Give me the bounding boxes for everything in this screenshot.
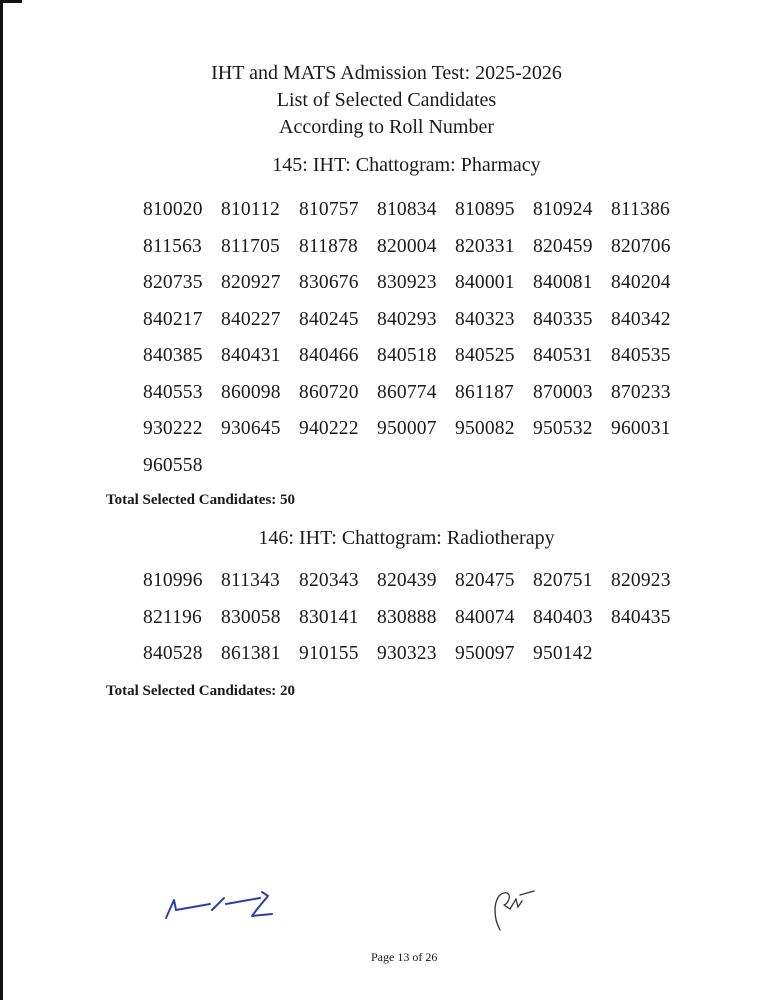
roll-number: 930222 (143, 418, 203, 439)
roll-number: 840081 (533, 272, 593, 293)
roll-number: 820331 (455, 235, 515, 257)
roll-number: 950082 (455, 418, 515, 439)
roll-number: 840323 (455, 308, 515, 330)
roll-number: 840535 (611, 345, 671, 366)
document-title: IHT and MATS Admission Test: 2025-2026 (211, 62, 562, 84)
document-header (0, 60, 773, 141)
roll-number: 820735 (143, 272, 203, 293)
roll-number: 950532 (533, 418, 593, 439)
roll-number: 840531 (533, 345, 593, 366)
roll-number: 811705 (221, 235, 280, 257)
roll-number: 820927 (221, 272, 281, 293)
roll-number: 810996 (143, 570, 203, 591)
roll-number: 840245 (299, 308, 359, 330)
roll-number: 811563 (143, 235, 202, 257)
roll-number: 950142 (533, 643, 593, 664)
roll-number: 811343 (221, 570, 280, 591)
roll-number: 960558 (143, 454, 203, 476)
roll-number: 840525 (455, 345, 515, 366)
roll-number: 820475 (455, 570, 515, 591)
roll-number: 930645 (221, 418, 281, 439)
total-pharmacy: Total Selected Candidates: 50 (106, 492, 296, 508)
roll-number: 860098 (221, 381, 281, 403)
roll-number: 840518 (377, 345, 437, 366)
roll-number: 940222 (299, 418, 359, 439)
roll-number: 810895 (455, 199, 515, 220)
roll-number: 810834 (377, 199, 437, 220)
roll-number: 840204 (611, 272, 671, 293)
roll-number: 840342 (611, 308, 671, 330)
roll-number: 840435 (611, 606, 671, 628)
roll-number: 840001 (455, 272, 515, 293)
roll-number: 830058 (221, 606, 281, 628)
roll-number: 810757 (299, 199, 359, 220)
roll-number: 811386 (611, 199, 670, 220)
roll-number: 840466 (299, 345, 359, 366)
roll-number: 840403 (533, 606, 593, 628)
roll-number: 820004 (377, 235, 437, 257)
roll-number: 830141 (299, 606, 359, 628)
section-title-pharmacy: 145: IHT: Chattogram: Pharmacy (272, 154, 541, 176)
roll-number: 810924 (533, 199, 593, 220)
roll-number: 820439 (377, 570, 437, 591)
roll-number: 930323 (377, 643, 437, 664)
roll-number: 821196 (143, 606, 202, 628)
roll-number: 830923 (377, 272, 437, 293)
roll-number: 840293 (377, 308, 437, 330)
roll-number: 810020 (143, 199, 203, 220)
signature-right (490, 885, 540, 935)
roll-number: 860774 (377, 381, 437, 403)
roll-number: 840431 (221, 345, 281, 366)
roll-number: 811878 (299, 235, 358, 257)
roll-number: 810112 (221, 199, 280, 220)
roll-number: 960031 (611, 418, 671, 439)
roll-number: 820459 (533, 235, 593, 257)
roll-grid-radiotherapy (143, 563, 689, 673)
roll-number: 950007 (377, 418, 437, 439)
roll-number: 840335 (533, 308, 593, 330)
roll-number: 820751 (533, 570, 593, 591)
roll-number: 840074 (455, 606, 515, 628)
roll-number: 840553 (143, 381, 203, 403)
document-ordering: According to Roll Number (279, 116, 494, 138)
roll-number: 820923 (611, 570, 671, 591)
scan-edge (0, 3, 3, 1000)
roll-number: 861381 (221, 643, 281, 664)
total-radiotherapy: Total Selected Candidates: 20 (106, 683, 296, 699)
roll-number: 820706 (611, 235, 671, 257)
roll-number: 860720 (299, 381, 359, 403)
document-subtitle: List of Selected Candidates (276, 89, 497, 111)
roll-number: 840528 (143, 643, 203, 664)
roll-number: 840385 (143, 345, 203, 366)
section-title-radiotherapy: 146: IHT: Chattogram: Radiotherapy (258, 527, 555, 549)
roll-grid-pharmacy (143, 192, 689, 484)
roll-number: 840217 (143, 308, 203, 330)
roll-number: 910155 (299, 643, 359, 664)
page-number: Page 13 of 26 (371, 950, 438, 964)
roll-number: 870233 (611, 381, 671, 403)
roll-number: 840227 (221, 308, 281, 330)
signature-left (160, 888, 280, 928)
roll-number: 830676 (299, 272, 359, 293)
roll-number: 870003 (533, 381, 593, 403)
scan-edge-top (0, 0, 22, 3)
roll-number: 820343 (299, 570, 359, 591)
roll-number: 950097 (455, 643, 515, 664)
roll-number: 830888 (377, 606, 437, 628)
roll-number: 861187 (455, 381, 514, 403)
